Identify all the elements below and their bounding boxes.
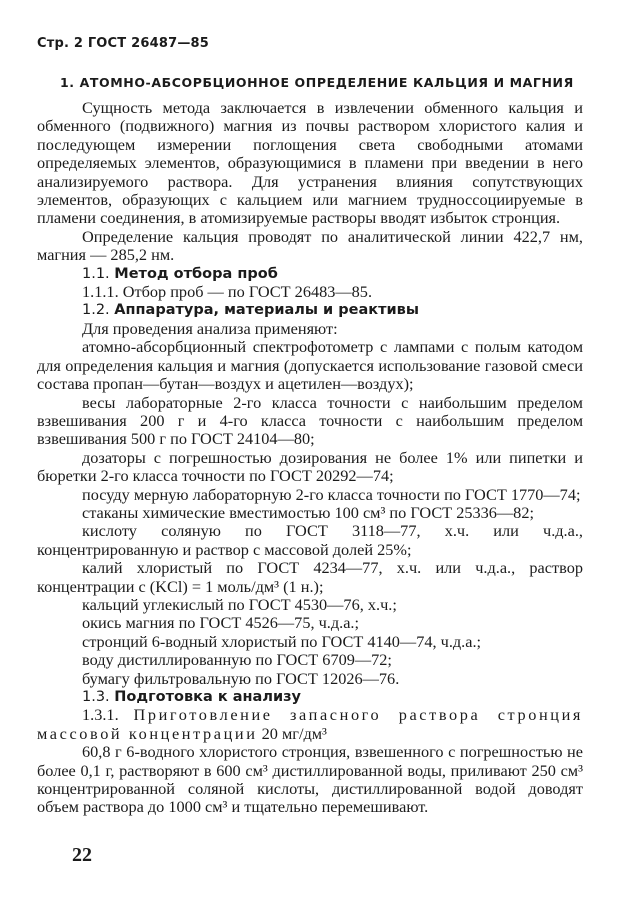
page-header: Стр. 2 ГОСТ 26487—85 <box>37 36 210 51</box>
equipment-item: воду дистиллированную по ГОСТ 6709—72; <box>82 650 392 670</box>
equipment-item: кальций углекислый по ГОСТ 4530—76, х.ч.; <box>82 594 397 614</box>
paragraph-essence: Сущность метода заключается в извлечении обменного кальция и обменного (подвижного) магния из почвы раствором хлористого калия и последующем измерении поглощения света свободными атомами определяемых элементов, образующимися в пламени при введении в него анализируемого раствора. Для устранения влияния сопутствующих элементов, образующих с кальцием или магнием трудноссоциируемые в пламени соединения, в атомизируемые растворы вводят избыток стронция. <box>37 98 583 228</box>
equipment-item: весы лабораторные 2-го класса точности с наибольшим пределом взвешивания 200 г и 4-го класса точности с наибольшим пределом взвешивания 500 г по ГОСТ 24104—80; <box>37 392 583 449</box>
equipment-item: кислоту соляную по ГОСТ 3118—77, х.ч. или ч.д.а., концентрированную и раствор с массовой долей 25%; <box>37 521 583 559</box>
paragraph-sampling: 1.1.1. Отбор проб — по ГОСТ 26483—85. <box>82 282 373 302</box>
equipment-item: стронций 6-водный хлористый по ГОСТ 4140—74, ч.д.а.; <box>82 631 482 651</box>
subsection-number: 1.1. <box>82 265 110 282</box>
subsection-title: Метод отбора проб <box>114 265 278 282</box>
equipment-item: окись магния по ГОСТ 4526—75, ч.д.а.; <box>82 613 360 633</box>
subsection-number: 1.3.1. <box>82 705 119 725</box>
section-title: 1. АТОМНО-АБСОРБЦИОННОЕ ОПРЕДЕЛЕНИЕ КАЛЬЦИЯ И МАГНИЯ <box>60 75 574 90</box>
subsection-title: Подготовка к анализу <box>114 689 301 705</box>
paragraph-intro: Для проведения анализа применяют: <box>82 318 338 338</box>
concentration: 20 мг/дм³ <box>261 723 327 743</box>
page-number: 22 <box>72 844 92 866</box>
paragraph-procedure: 60,8 г 6-водного хлористого стронция, взвешенного с погрешностью не более 0,1 г, растворяют в 600 см³ дистиллированной воды, приливают 250 см³ концентрированной соляной кислоты, дистиллированной водой доводят объем раствора до 1000 см³ и тщательно перемешивают. <box>37 742 583 817</box>
body-text <box>37 99 583 817</box>
equipment-item: дозаторы с погрешностью дозирования не более 1% или пипетки и бюретки 2-го класса точности по ГОСТ 20292—74; <box>37 447 583 486</box>
subsection-1-1 <box>37 265 583 283</box>
equipment-item: калий хлористый по ГОСТ 4234—77, х.ч. или ч.д.а., раствор концентрации с (KCl) = 1 моль/дм³ (1 н.); <box>37 558 583 596</box>
paragraph-lines: Определение кальция проводят по аналитической линии 422,7 нм, магния — 285,2 нм. <box>37 226 583 265</box>
subsection-title: Приготовление запасного раствора стронция массовой концентрации <box>37 705 583 743</box>
subsection-number: 1.2. <box>82 302 110 319</box>
equipment-item: посуду мерную лабораторную 2-го класса точности по ГОСТ 1770—74; <box>82 484 581 504</box>
subsection-number: 1.3. <box>82 689 110 705</box>
subsection-1-3 <box>37 688 583 706</box>
subsection-1-2 <box>37 301 583 319</box>
subsection-1-3-1 <box>37 706 583 743</box>
equipment-item: атомно-абсорбционный спектрофотометр с лампами с полым катодом для определения кальция и магния (допускается использование газовой смеси состава пропан—бутан—воздух и ацетилен—воздух); <box>37 337 583 394</box>
equipment-item: бумагу фильтровальную по ГОСТ 12026—76. <box>82 668 400 688</box>
equipment-item: стаканы химические вместимостью 100 см³ по ГОСТ 25336—82; <box>82 502 534 522</box>
subsection-title: Аппаратура, материалы и реактивы <box>114 302 419 319</box>
